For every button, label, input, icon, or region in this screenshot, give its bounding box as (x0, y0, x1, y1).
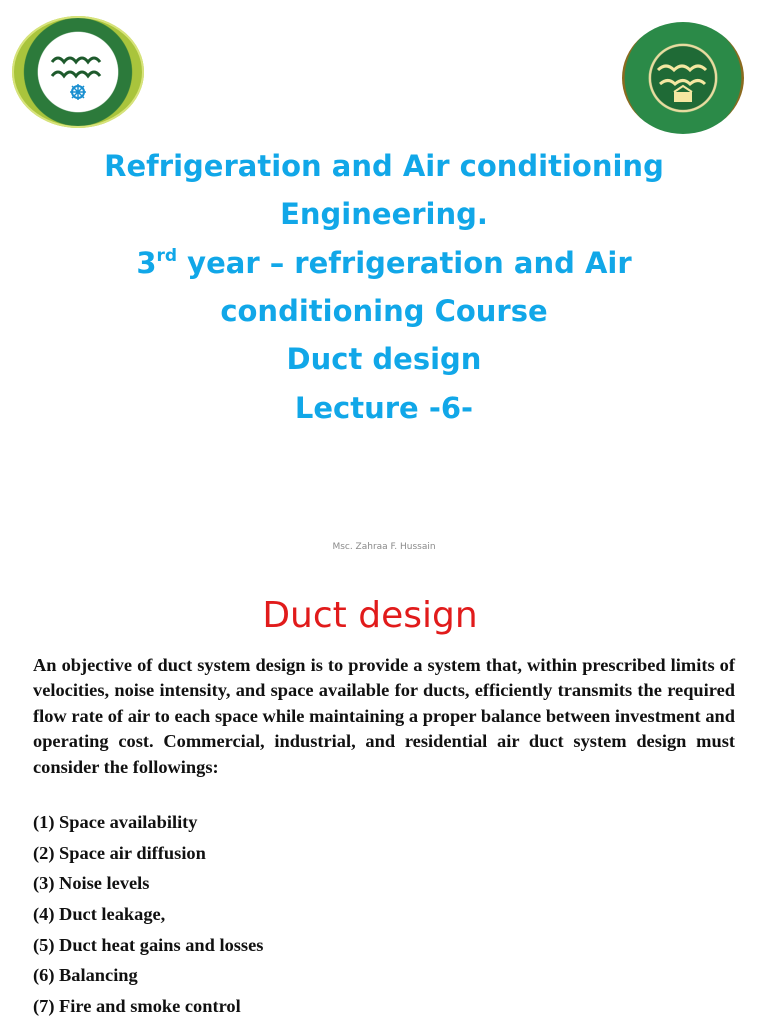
list-item: (7) Fire and smoke control (33, 996, 241, 1017)
list-item: (3) Noise levels (33, 873, 150, 894)
year-ordinal-suffix: rd (156, 246, 178, 266)
list-item: (5) Duct heat gains and losses (33, 934, 264, 955)
list-item: (1) Space availability (33, 812, 198, 832)
department-logo-graphic (12, 16, 144, 128)
department-logo (12, 16, 144, 128)
lecture-number: Lecture -6- (294, 391, 474, 425)
list-item: (6) Balancing (33, 965, 138, 986)
year-line-rest: year – refrigeration and Air (177, 246, 632, 280)
year-number: 3 (136, 246, 157, 280)
list-item: (2) Space air diffusion (33, 842, 206, 863)
university-logo-graphic (622, 22, 744, 134)
university-logo (622, 22, 744, 134)
course-title-line-1: Refrigeration and Air conditioning (104, 149, 664, 183)
considerations-list (33, 810, 735, 1024)
lecture-topic: Duct design (286, 342, 482, 376)
course-title-line-2: Engineering. (280, 197, 488, 231)
course-name-line: conditioning Course (220, 294, 548, 328)
course-year-line (40, 239, 728, 287)
list-item: (4) Duct leakage, (33, 904, 166, 925)
author-name: Msc. Zahraa F. Hussain (332, 542, 436, 552)
section-heading: Duct design (262, 595, 478, 636)
intro-paragraph: An objective of duct system design is to provide a system that, within prescribed limits of velocities, noise intensity, and space available for ducts, efficiently transmits the required flow rate of air to each space while maintaining a proper balance between investment and operating cost. Commercial, industrial, and residential air duct system design must consider the followings: (33, 655, 735, 777)
